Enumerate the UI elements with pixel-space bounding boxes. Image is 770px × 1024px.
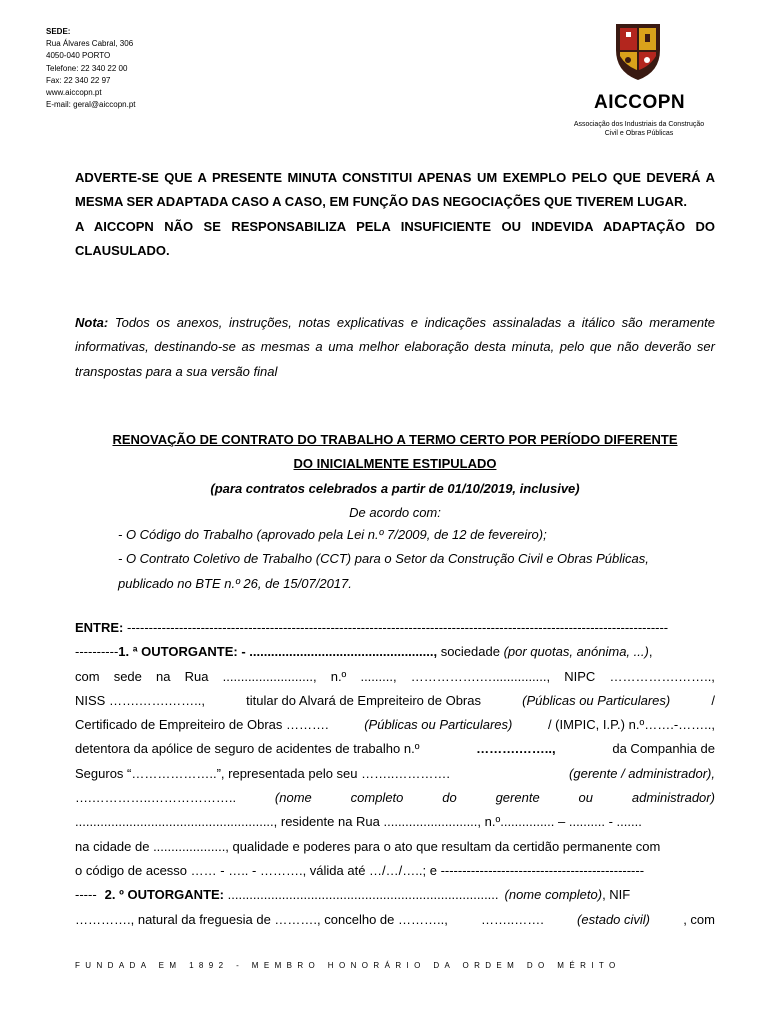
legal-references bbox=[118, 523, 715, 596]
fax: Fax: 22 340 22 97 bbox=[46, 75, 111, 85]
dash-fill: ---------- bbox=[75, 644, 119, 660]
text-span: , bbox=[648, 644, 653, 660]
body-line-1 bbox=[75, 616, 715, 640]
body-line-9 bbox=[75, 810, 715, 834]
title-accord: De acordo com: bbox=[349, 504, 441, 520]
disclaimer bbox=[75, 166, 715, 263]
text-span: Certificado de Empreiteiro de Obras ………. bbox=[75, 717, 329, 733]
italic-note: (por quotas, anónima, ...) bbox=[503, 644, 649, 660]
word: na bbox=[156, 668, 171, 684]
body-line-13 bbox=[75, 908, 715, 932]
second-party-label: 2. º OUTORGANTE: bbox=[104, 887, 225, 903]
text-span: / bbox=[711, 692, 715, 708]
document-title bbox=[75, 428, 715, 525]
dash-fill: ----- bbox=[75, 887, 97, 903]
word: Rua bbox=[184, 668, 209, 684]
phone: Telefone: 22 340 22 00 bbox=[46, 63, 128, 73]
blank: ….…………..……………….. bbox=[75, 790, 237, 806]
first-party-label: 1. ª OUTORGANTE: - ..................................................., bbox=[118, 644, 438, 660]
email: E-mail: geral@aiccopn.pt bbox=[46, 100, 136, 110]
header-contact bbox=[46, 26, 136, 111]
text-span: titular do Alvará de Empreiteiro de Obras bbox=[246, 692, 481, 708]
italic-note: (estado civil) bbox=[577, 911, 651, 927]
title-line-2: DO INICIALMENTE ESTIPULADO bbox=[293, 456, 497, 472]
body-line-4 bbox=[75, 689, 715, 713]
body-line-12 bbox=[75, 883, 715, 907]
blank: ........................., bbox=[222, 668, 317, 684]
text-span: Seguros “………………..”, representada pelo seu ……..…………. bbox=[75, 765, 450, 781]
italic-note: administrador) bbox=[631, 790, 715, 806]
reference-3: publicado no BTE n.º 26, de 15/07/2017. bbox=[118, 575, 352, 591]
body-line-2 bbox=[75, 640, 715, 664]
italic-note: ou bbox=[578, 790, 593, 806]
italic-note: (gerente / administrador), bbox=[569, 765, 715, 781]
address-line-2: 4050-040 PORTO bbox=[46, 51, 111, 61]
body-line-10 bbox=[75, 835, 715, 859]
org-subtitle-line-1: Associação dos Industriais da Construção bbox=[573, 121, 705, 128]
entre-label: ENTRE: bbox=[75, 620, 124, 635]
text-span: , NIF bbox=[602, 887, 631, 903]
text-span: na cidade de ...................., qualidade e poderes para o ato que resultam da certidão permanente com bbox=[75, 838, 661, 854]
blank: ........., bbox=[360, 668, 397, 684]
italic-note: completo bbox=[350, 790, 404, 806]
italic-note: (Públicas ou Particulares) bbox=[364, 717, 513, 733]
blank: ........................................................................... bbox=[224, 887, 499, 903]
contract-body bbox=[75, 616, 715, 932]
text-span: / (IMPIC, I.P.) n.º…….-…….., bbox=[547, 717, 715, 733]
body-line-11 bbox=[75, 859, 715, 883]
address-line-1: Rua Álvares Cabral, 306 bbox=[46, 39, 134, 49]
italic-note: do bbox=[442, 790, 457, 806]
text-span: da Companhia de bbox=[612, 741, 715, 757]
text-span: …………., natural da freguesia de ………., concelho de ……….., bbox=[75, 911, 448, 927]
aiccopn-crest-icon bbox=[612, 20, 664, 82]
blank: …………….…….., bbox=[609, 668, 715, 684]
title-line-1: RENOVAÇÃO DE CONTRATO DO TRABALHO A TERMO CERTO POR PERÍODO DIFERENTE bbox=[112, 432, 678, 447]
title-subtitle: (para contratos celebrados a partir de 01/10/2019, inclusive) bbox=[210, 480, 580, 496]
text-span: o código de acesso …… - ….. - ………., válida até …/…/…..; e ----------------------------------------------- bbox=[75, 862, 645, 878]
disclaimer-p2: A AICCOPN NÃO SE RESPONSABILIZA PELA INSUFICIENTE OU INDEVIDA ADAPTAÇÃO DO CLAUSULADO. bbox=[75, 218, 715, 258]
note bbox=[75, 311, 715, 384]
sede-label: SEDE: bbox=[46, 27, 71, 36]
text-span: , com bbox=[683, 911, 715, 927]
text-span: detentora da apólice de seguro de acidentes de trabalho n.º bbox=[75, 741, 420, 757]
body-line-3 bbox=[75, 665, 715, 689]
italic-note: (nome bbox=[274, 790, 312, 806]
body-line-8 bbox=[75, 786, 715, 810]
disclaimer-p1: ADVERTE-SE QUE A PRESENTE MINUTA CONSTITUI APENAS UM EXEMPLO PELO QUE DEVERÁ A MESMA SER ADAPTADA CASO A CASO, EM FUNÇÃO DAS NEGOCIAÇÕES QUE TIVEREM LUGAR. bbox=[75, 170, 715, 210]
body-line-7 bbox=[75, 762, 715, 786]
note-text: Todos os anexos, instruções, notas explicativas e indicações assinaladas a itálico são meramente informativas, destinando-se as mesmas a uma melhor elaboração desta minuta, pelo que não deverão ser transpostas para a sua versão final bbox=[75, 315, 715, 379]
body-line-6 bbox=[75, 737, 715, 761]
text-span: sociedade bbox=[437, 644, 504, 660]
footer-motto: FUNDADA EM 1892 - MEMBRO HONORÁRIO DA ORDEM DO MÉRITO bbox=[75, 961, 621, 970]
text-span: ......................................................., residente na Rua .........................., n.º............... – .......... - ....... bbox=[75, 814, 642, 830]
org-subtitle-line-2: Civil e Obras Públicas bbox=[604, 130, 674, 137]
note-label: Nota: bbox=[75, 315, 109, 330]
text-span: NISS …….…….…….., bbox=[75, 692, 206, 708]
website: www.aiccopn.pt bbox=[46, 88, 102, 98]
org-name: AICCOPN bbox=[594, 92, 686, 113]
body-line-5 bbox=[75, 713, 715, 737]
blank: ……….…….., bbox=[476, 741, 556, 757]
dash-fill: ----------------------------------------------------------------------------------------------------------------------------- bbox=[123, 620, 669, 635]
word: sede bbox=[113, 668, 142, 684]
blank: ……..……. bbox=[481, 911, 544, 927]
reference-1: - O Código do Trabalho (aprovado pela Lei n.º 7/2009, de 12 de fevereiro); bbox=[118, 527, 547, 542]
italic-note: (nome completo) bbox=[504, 887, 603, 903]
italic-note: gerente bbox=[495, 790, 540, 806]
org-subtitle bbox=[561, 120, 717, 138]
word: n.º bbox=[330, 668, 347, 684]
reference-2: - O Contrato Coletivo de Trabalho (CCT) para o Setor da Construção Civil e Obras Públicas, bbox=[118, 551, 649, 567]
italic-note: (Públicas ou Particulares) bbox=[522, 692, 671, 708]
word: NIPC bbox=[564, 668, 596, 684]
blank: …………….…..............., bbox=[410, 668, 551, 684]
word: com bbox=[75, 668, 100, 684]
